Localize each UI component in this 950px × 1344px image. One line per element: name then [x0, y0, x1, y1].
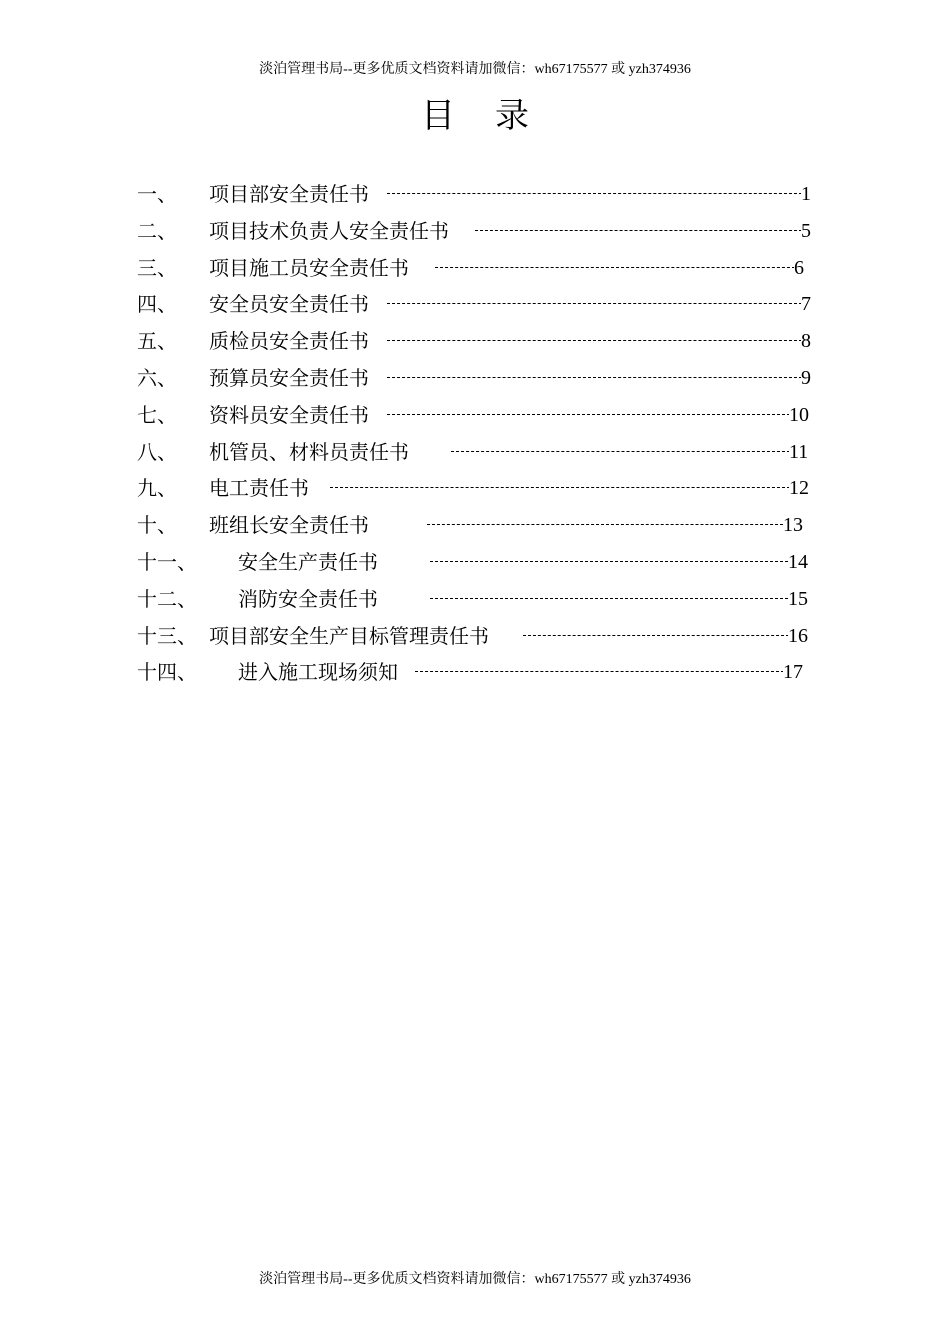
toc-entry-page: 16: [788, 618, 808, 654]
toc-entry[interactable]: [137, 470, 817, 507]
toc-entry-title: 项目部安全生产目标管理责任书: [209, 618, 491, 654]
toc-entry-title: 项目施工员安全责任书: [209, 250, 411, 286]
toc-entry-page: 15: [788, 581, 808, 617]
toc-entry-page: 10: [789, 397, 809, 433]
toc-entry[interactable]: [137, 618, 817, 655]
toc-entry-title: 质检员安全责任书: [209, 323, 371, 359]
toc-entry-page: 1: [801, 176, 811, 212]
toc-leader-dots: [427, 524, 783, 525]
toc-entry[interactable]: [137, 176, 817, 213]
toc-entry-page: 14: [788, 544, 808, 580]
toc-entry-title: 进入施工现场须知: [238, 654, 400, 690]
toc-entry[interactable]: [137, 397, 817, 434]
toc-entry-title: 班组长安全责任书: [209, 507, 371, 543]
toc-entry-title: 项目技术负责人安全责任书: [209, 213, 451, 249]
toc-entry[interactable]: [137, 581, 817, 618]
toc-entry-title: 电工责任书: [209, 470, 311, 506]
toc-entry-page: 8: [801, 323, 811, 359]
toc-entry-number: 七、: [137, 402, 177, 427]
toc-entry[interactable]: [137, 654, 817, 691]
table-of-contents: [137, 176, 817, 691]
toc-leader-dots: [387, 377, 802, 378]
toc-leader-dots: [387, 193, 802, 194]
toc-entry-number: 九、: [137, 476, 177, 501]
toc-entry-page: 5: [801, 213, 811, 249]
toc-entry-title: 消防安全责任书: [238, 581, 380, 617]
toc-entry-number: 三、: [137, 255, 177, 280]
toc-entry-number: 六、: [137, 365, 177, 390]
toc-entry-number: 四、: [137, 292, 177, 317]
toc-leader-dots: [387, 340, 802, 341]
toc-leader-dots: [475, 230, 802, 231]
toc-entry[interactable]: [137, 544, 817, 581]
toc-entry-title: 资料员安全责任书: [209, 397, 371, 433]
page-header: 淡泊管理书局--更多优质文档资料请加微信：wh67175577 或 yzh374936: [259, 62, 691, 77]
toc-entry-number: 十、: [137, 513, 177, 538]
toc-entry[interactable]: [137, 213, 817, 250]
page-footer: 淡泊管理书局--更多优质文档资料请加微信：wh67175577 或 yzh374936: [259, 1272, 691, 1287]
toc-entry-title: 安全员安全责任书: [209, 286, 371, 322]
toc-entry-title: 预算员安全责任书: [209, 360, 371, 396]
toc-entry-number: 十一、: [137, 549, 197, 574]
toc-entry-title: 项目部安全责任书: [209, 176, 371, 212]
toc-leader-dots: [387, 303, 802, 304]
toc-entry-page: 7: [801, 286, 811, 322]
toc-leader-dots: [435, 267, 795, 268]
toc-entry[interactable]: [137, 323, 817, 360]
toc-entry-number: 十三、: [137, 623, 197, 648]
toc-entry[interactable]: [137, 434, 817, 471]
toc-entry-page: 17: [783, 654, 803, 690]
toc-entry-title: 机管员、材料员责任书: [209, 434, 411, 470]
toc-leader-dots: [451, 451, 790, 452]
toc-entry-page: 9: [801, 360, 811, 396]
toc-entry-page: 12: [789, 470, 809, 506]
toc-entry[interactable]: [137, 360, 817, 397]
toc-entry-number: 十二、: [137, 586, 197, 611]
toc-entry-number: 八、: [137, 439, 177, 464]
toc-entry[interactable]: [137, 507, 817, 544]
toc-leader-dots: [387, 414, 790, 415]
toc-entry[interactable]: [137, 250, 817, 287]
toc-entry-number: 一、: [137, 182, 177, 206]
toc-leader-dots: [523, 635, 789, 636]
toc-entry[interactable]: [137, 286, 817, 323]
toc-entry-number: 十四、: [137, 660, 197, 685]
toc-entry-page: 6: [794, 250, 804, 286]
toc-entry-page: 13: [783, 507, 803, 543]
toc-leader-dots: [330, 487, 790, 488]
toc-entry-number: 五、: [137, 329, 177, 354]
toc-entry-number: 二、: [137, 218, 177, 243]
toc-entry-title: 安全生产责任书: [238, 544, 380, 580]
toc-leader-dots: [415, 671, 784, 672]
page-title: 目录: [421, 96, 569, 136]
toc-entry-page: 11: [789, 434, 808, 470]
toc-leader-dots: [430, 598, 788, 599]
toc-leader-dots: [430, 561, 788, 562]
